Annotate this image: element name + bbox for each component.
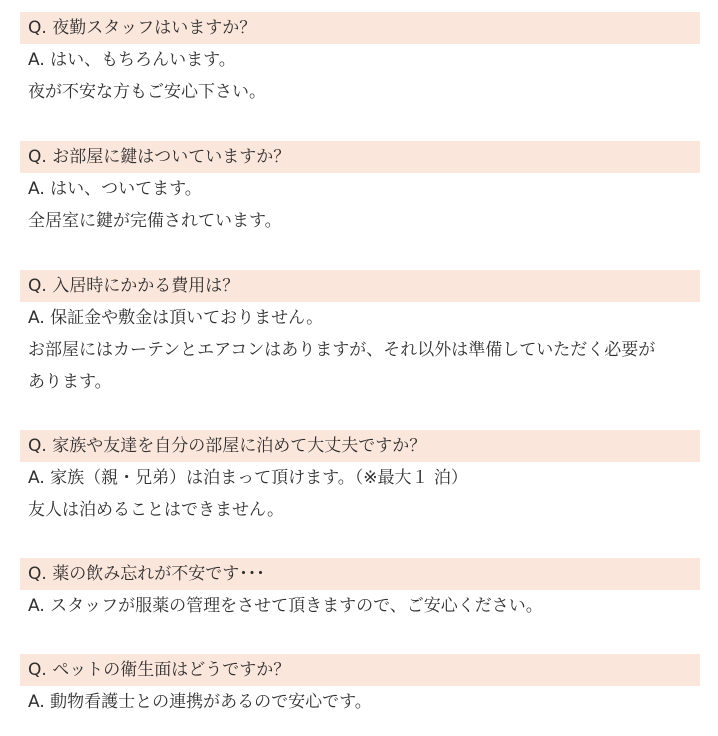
faq-question: Q. ペットの衛生面はどうですか？ bbox=[20, 654, 700, 686]
faq-answer bbox=[20, 44, 700, 108]
faq-answer-line: A. 家族（親・兄弟）は泊まって頂けます。（※最大１ 泊） bbox=[28, 468, 468, 488]
faq-answer-line: A. はい、ついてます。 bbox=[28, 179, 202, 199]
faq-answer bbox=[20, 462, 700, 526]
faq-item bbox=[20, 430, 700, 526]
faq-answer-line: あります。 bbox=[28, 372, 112, 392]
faq-answer-line: お部屋にはカーテンとエアコンはありますが、それ以外は準備していただく必要が bbox=[28, 340, 656, 360]
faq-question: Q. 薬の飲み忘れが不安です･･･ bbox=[20, 558, 700, 590]
faq-answer-line: A. 動物看護士との連携があるので安心です。 bbox=[28, 692, 372, 712]
faq-answer-line: 夜が不安な方もご安心下さい。 bbox=[28, 82, 266, 102]
faq-question: Q. 入居時にかかる費用は？ bbox=[20, 270, 700, 302]
faq-answer-line: 全居室に鍵が完備されています。 bbox=[28, 211, 282, 231]
faq-item bbox=[20, 654, 700, 718]
faq-answer bbox=[20, 590, 700, 622]
faq-answer-line: A. 保証金や敷金は頂いておりません。 bbox=[28, 308, 324, 328]
faq-answer bbox=[20, 302, 700, 398]
faq-answer-line: 友人は泊めることはできません。 bbox=[28, 500, 285, 520]
faq-item bbox=[20, 141, 700, 237]
faq-answer bbox=[20, 173, 700, 237]
faq-answer bbox=[20, 686, 700, 718]
faq-item bbox=[20, 558, 700, 622]
faq-item bbox=[20, 270, 700, 398]
faq-answer-line: A. はい、もちろんいます。 bbox=[28, 50, 236, 70]
faq-question: Q. 家族や友達を自分の部屋に泊めて大丈夫ですか？ bbox=[20, 430, 700, 462]
faq-question: Q. 夜勤スタッフはいますか？ bbox=[20, 12, 700, 44]
faq-answer-line: A. スタッフが服薬の管理をさせて頂きますので、ご安心ください。 bbox=[28, 596, 543, 616]
faq-question: Q. お部屋に鍵はついていますか？ bbox=[20, 141, 700, 173]
faq-item bbox=[20, 12, 700, 108]
